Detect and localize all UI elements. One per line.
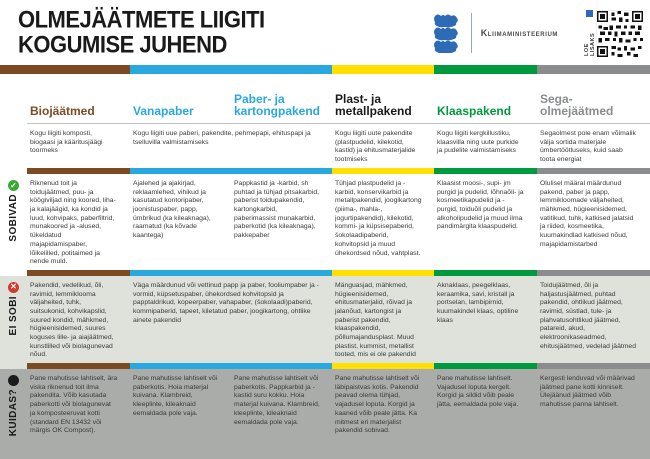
kuidas-klaas: Pane mahutisse lahtiselt. Vajadusel loputa kergelt. Korgid ja sildid võib peale jätta, eemaldada pole vaja. <box>437 375 519 409</box>
poster-header <box>0 0 650 65</box>
desc-klaas: Kogu liigiti kergkillustiku, klaasvilla ning uute purkide ja pudelite valmistamiseks <box>437 130 519 155</box>
column-descriptions-row <box>0 124 650 168</box>
sobivad-plast-metall: Tühjad plastpudelid ja -karbid, konservikarbid ja metallpakendid, joogikartong (piima-, mahla-, jogurtipakendid), kilekotid, kommi- ja küpsisepaberid, šokolaadipaberid, kohvitopsid ja muud ühekordsed nõud, vahtplast. <box>335 180 422 257</box>
col-header-klaaspakend: Klaaspakend <box>434 80 537 124</box>
eisobi-klaas: Aknaklaas, peegelklaas, keraamika, savi, kristall ja portselan, lambipirnid, kuumakindel klaas, optiline klaas <box>437 281 519 324</box>
eisobi-biojaatmed: Pakendid, vedelikud, õli, ravimid, lemmiklooma väljaheited, tuhk, suitsukonid, kohvikapslid, suured kondid, mähkmed, hügieenisidemed, suures koguses lille- ja aiajäätmed, kunstlilled või biolagunevad nõud. <box>30 281 114 359</box>
kuidas-vanapaber: Pane mahutisse lahtiselt või paberkotis. Hoia materjal kuivana. Klambreid, kleeplinte, kileaknaid eemaldada pole vaja. <box>133 375 218 417</box>
col-header-plast-metallpakend: Plast- ja metallpakend <box>332 80 434 124</box>
logo-divider <box>471 13 472 53</box>
sobivad-sega: Olulisel määral määrdunud pakend, paber ja papp, lemmikloomade väljaheited, mähkmed, hügieenisidemed, vatitikud, tuhk, katkised jalatsid ja riided, kosmeetika, kuumakindlad katkised nõud, majapidamistarbed <box>540 180 634 248</box>
row-kuidas <box>0 369 650 459</box>
eisobi-sega: Toidujäätmed, õli ja haljastusjäätmed, puhtad pakendid, ohtlikud jäätmed, ravimid, süstlad, tule- ja plahvatusohtlikud jäätmed, patareid, akud, elektroonikaseadmed, ehitusjäätmed, vedelad jäätmed <box>540 281 636 350</box>
row-ei-sobi <box>0 276 650 363</box>
eisobi-paber: Väga määrdunud või vettinud papp ja paber, fooliumpaber ja -vormid, küpsetuspaber, ühekordsed kohvitopsid ja papptaldrikud, kopeerpaber, vahapaber, (šokolaadi)paberid, kommipaberid, tapeet, kiletatud paber, joogikartong, ohtlike ainete pakendid <box>133 281 319 324</box>
kuidas-biojaatmed: Pane mahutisse lahtiselt, ära viska riknenud toit ilma pakendita. Võib kasutada paberkotti või biolagunevat ja komposteeruvat kotti (standard EN 13432 või märgis OK Compost). <box>30 375 118 435</box>
check-icon: ✓ <box>8 180 19 191</box>
col-header-vanapaber: Vanapaber <box>130 80 231 124</box>
band-plastic <box>332 65 434 74</box>
col-header-biojaatmed: Biojäätmed <box>27 80 130 124</box>
sobivad-paber-kartong: Pappkastid ja -karbid, sh puhtad ja tühjad pitsakarbid, paberist toidupakendid, kartongkarbid, paberimassist munakarbid, paberkotid (ka kileaknaga), pakkepaber <box>234 180 320 240</box>
category-color-band-top <box>0 65 650 74</box>
title-line-2: KOGUMISE JUHEND <box>18 30 227 58</box>
row-sobivad <box>0 174 650 270</box>
page-title <box>18 5 432 58</box>
row-label-sobivad: ✓ SOBIVAD <box>8 180 19 242</box>
sobivad-klaas: Klaasist moosi-, supi- jm purgid ja pudelid, lõhnaõli- ja kosmeetikapudelid ja -purgid, toiduõli pudelid ja alkoholipudelid ja muud ilma pandimärgita klaaspudelid. <box>437 180 524 231</box>
desc-biojaatmed: Kogu liigiti komposti, biogaasi ja kääritusjäägi toormeks <box>30 130 103 155</box>
sobivad-biojaatmed: Riknenud toit ja toidujäätmed, puu- ja köögiviljad ning koored, liha- ja kalajäägid, ka kondid ja luud, kohvipaks, paberfiltrid, munakoored ja -alused, tükeldatud majapidamispaber, lõikelilled, potitaimed ja nende muld. <box>30 180 116 266</box>
col-header-paber-kartongpakend: Paber- ja kartongpakend <box>231 80 332 124</box>
eisobi-plast-metall: Mänguasjad, mähkmed, hügieenisidemed, ehitusmaterjalid, rõivad ja jalanõud, kartongist ja paberist pakendid, klaaspakendid, põllumajandusplast. Muud plastist, kummist, metallist tooted, mis ei ole pakendid <box>335 281 416 359</box>
col-header-sega-olmejaatmed: Sega-olmejäätmed <box>537 80 650 124</box>
x-icon: ✕ <box>8 282 19 293</box>
title-line-1: OLMEJÄÄTMETE LIIGITI <box>18 5 265 33</box>
band-mixed <box>537 65 650 74</box>
ministry-name: Kliimaministeerium <box>480 27 558 38</box>
desc-paber: Kogu liigiti uue paberi, pakendite, pehmepapi, ehituspapi ja tselluvilla valmistamiseks <box>133 130 311 146</box>
qr-blue-square <box>586 10 593 17</box>
qr-label: LOE LISAKS <box>583 32 596 56</box>
estonia-coat-of-arms-icon <box>432 13 462 53</box>
row-label-ei-sobi: ✕ EI SOBI <box>8 282 19 336</box>
kuidas-paber-kartong: Pane mahutisse lahtiselt või paberkotis. Pappkarbid ja -kastid suru kokku. Hoia materjal kuivana. Klambreid, kleeplinte, kileaknaid eemaldada pole vaja. <box>234 375 320 426</box>
desc-plast-metall: Kogu liigiti uute pakendite (plastpudelid, kilekotid, kastid) ja ehitusmaterjalide tootmiseks <box>335 130 416 164</box>
column-headers-row <box>0 74 650 124</box>
band-paper <box>130 65 332 74</box>
desc-sega: Segaolmest pole enam võimalik välja sortida materjale ümbertöötluseks, kuid saab toota energiat <box>540 130 636 164</box>
ministry-logo <box>432 13 558 53</box>
row-label-kuidas: KUIDAS? <box>0 369 27 459</box>
kuidas-plast-metall: Pane mahutisse lahtiselt või läbipaistvas kotis. Pakendid peavad olema tühjad, vajadusel loputa. Korgid ja kaaned võib peale jätta. Ka mitmest eri materjalist pakendid sobivad. <box>335 375 420 435</box>
qr-code <box>596 10 642 56</box>
band-bio <box>0 65 130 74</box>
dot-icon <box>8 375 19 386</box>
kuidas-sega: Kergesti lenduvad või määrivad jäätmed pane kotti kinniselt. Ülejäänud jäätmed võib mahutisse panna lahtiselt. <box>540 375 635 409</box>
qr-block <box>583 10 642 56</box>
sobivad-vanapaber: Ajalehed ja ajakirjad, reklaamlehed, vihikud ja kasutatud kontoripaber, joonistuspaber, papp, ümbrikud (ka kileaknaga), raamatud (ka kõvade kaantega) <box>133 180 211 240</box>
band-glass <box>434 65 537 74</box>
